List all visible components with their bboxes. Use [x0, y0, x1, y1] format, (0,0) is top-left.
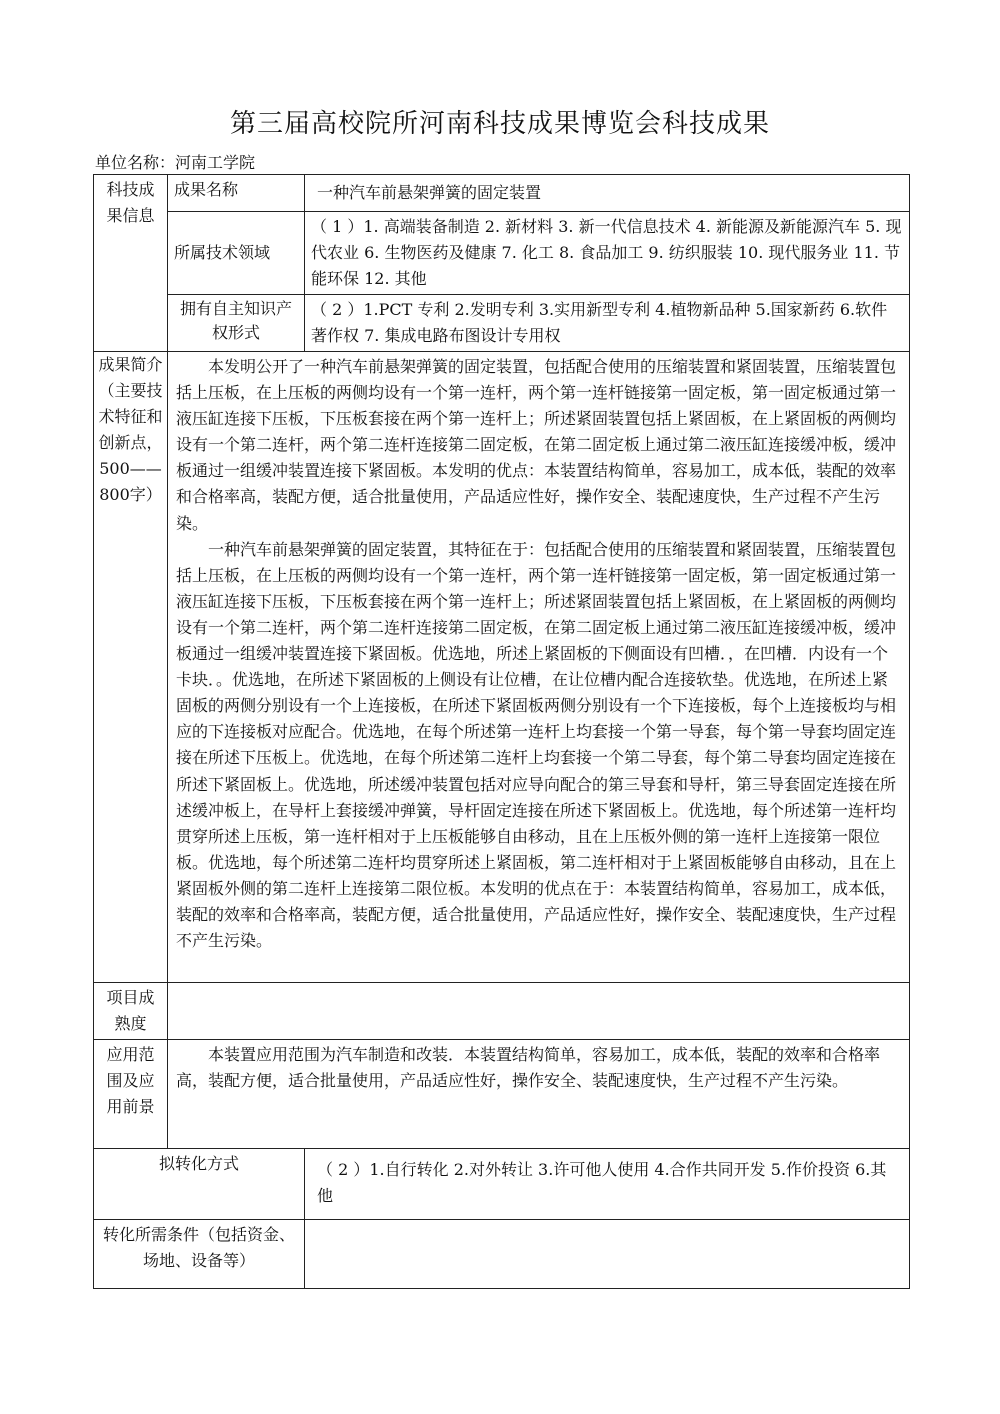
row-tech-field [94, 212, 910, 295]
application-cell [168, 1040, 910, 1149]
value-achievement-name: 一种汽车前悬架弹簧的固定装置 [305, 175, 910, 212]
value-ip-form: （ 2 ）1.PCT 专利 2.发明专利 3.实用新型专利 4.植物新品种 5.国家新药 6.软件著作权 7. 集成电路布图设计专用权 [305, 295, 910, 352]
label-transfer: 拟转化方式 [94, 1149, 305, 1220]
label-tech-field: 所属技术领域 [168, 212, 305, 295]
row-achievement-name [94, 175, 910, 212]
label-achievement-name: 成果名称 [168, 175, 305, 212]
unit-name: 单位名称：河南工学院 [95, 153, 256, 172]
value-conditions [305, 1220, 910, 1289]
summary-paragraph-2: 一种汽车前悬架弹簧的固定装置，其特征在于：包括配合使用的压缩装置和紧固装置，压缩装置包括上压板，在上压板的两侧均设有一个第一连杆，两个第一连杆链接第一固定板，第一固定板通过第一液压缸连接下压板，下压板套接在两个第一连杆上；所述紧固装置包括上紧固板，在上紧固板的两侧均设有一个第二连杆，两个第二连杆连接第二固定板，在第二固定板上通过第二液压缸连接缓冲板，缓冲板通过一组缓冲装置连接下紧固板。优选地，所述上紧固板的下侧面设有凹槽．，在凹槽．内设有一个卡块．。优选地，在所述下紧固板的上侧设有让位槽，在让位槽内配合连接软垫。优选地，在所述上紧固板的两侧分别设有一个上连接板，在所述下紧固板两侧分别设有一个下连接板，每个上连接板均与相应的下连接板对应配合。优选地，在每个所述第一连杆上均套接一个第一导套，每个第一导套均固定连接在所述下压板上。优选地，在每个所述第二连杆上均套接一个第二导套，每个第二导套均固定连接在所述下紧固板上。优选地，所述缓冲装置包括对应导向配合的第三导套和导杆，第三导套固定连接在所述缓冲板上，在导杆上套接缓冲弹簧，导杆固定连接在所述下紧固板上。优选地，每个所述第一连杆均贯穿所述上压板，第一连杆相对于上压板能够自由移动，且在上压板外侧的第一连杆上连接第一限位板。优选地，每个所述第二连杆均贯穿所述上紧固板，第二连杆相对于上紧固板能够自由移动，且在上紧固板外侧的第二连杆上连接第二限位板。本发明的优点在于：本装置结构简单，容易加工，成本低，装配的效率和合格率高，装配方便，适合批量使用，产品适应性好，操作安全、装配速度快，生产过程不产生污染。 [176, 539, 897, 951]
value-maturity [168, 983, 910, 1040]
row-ip-form [94, 295, 910, 352]
achievement-form-table [93, 174, 910, 1289]
page-title: 第三届高校院所河南科技成果博览会科技成果 [229, 109, 770, 139]
label-maturity: 项目成熟度 [94, 983, 168, 1040]
label-conditions: 转化所需条件（包括资金、场地、设备等） [94, 1220, 305, 1289]
label-ip-form: 拥有自主知识产权形式 [168, 295, 305, 352]
label-application: 应用范围及应用前景 [94, 1040, 168, 1149]
summary-paragraph-1: 本发明公开了一种汽车前悬架弹簧的固定装置，包括配合使用的压缩装置和紧固装置，压缩装置包括上压板，在上压板的两侧均设有一个第一连杆，两个第一连杆链接第一固定板，第一固定板通过第一液压缸连接下压板，下压板套接在两个第一连杆上；所述紧固装置包括上紧固板，在上紧固板的两侧均设有一个第二连杆，两个第二连杆连接第二固定板，在第二固定板上通过第二液压缸连接缓冲板，缓冲板通过一组缓冲装置连接下紧固板。本发明的优点：本装置结构简单，容易加工，成本低，装配的效率和合格率高，装配方便，适合批量使用，产品适应性好，操作安全、装配速度快，生产过程不产生污染。 [176, 357, 897, 533]
value-application: 本装置应用范围为汽车制造和改装．本装置结构简单，容易加工，成本低，装配的效率和合格率高，装配方便，适合批量使用，产品适应性好，操作安全、装配速度快，生产过程不产生污染。 [176, 1045, 881, 1091]
section-label-tech-info: 科技成果信息 [94, 175, 168, 352]
row-transfer [94, 1149, 910, 1220]
row-summary [94, 352, 910, 983]
summary-cell [168, 352, 910, 983]
row-conditions [94, 1220, 910, 1289]
row-maturity [94, 983, 910, 1040]
value-tech-field: （ 1 ）1. 高端装备制造 2. 新材料 3. 新一代信息技术 4. 新能源及新能源汽车 5. 现代农业 6. 生物医药及健康 7. 化工 8. 食品加工 9. 纺织服装 10. 现代服务业 11. 节能环保 12. 其他 [305, 212, 910, 295]
row-application [94, 1040, 910, 1149]
value-transfer: （ 2 ）1.自行转化 2.对外转让 3.许可他人使用 4.合作共同开发 5.作价投资 6.其他 [305, 1149, 910, 1220]
label-summary: 成果简介（主要技术特征和创新点，500——800字） [94, 352, 168, 983]
